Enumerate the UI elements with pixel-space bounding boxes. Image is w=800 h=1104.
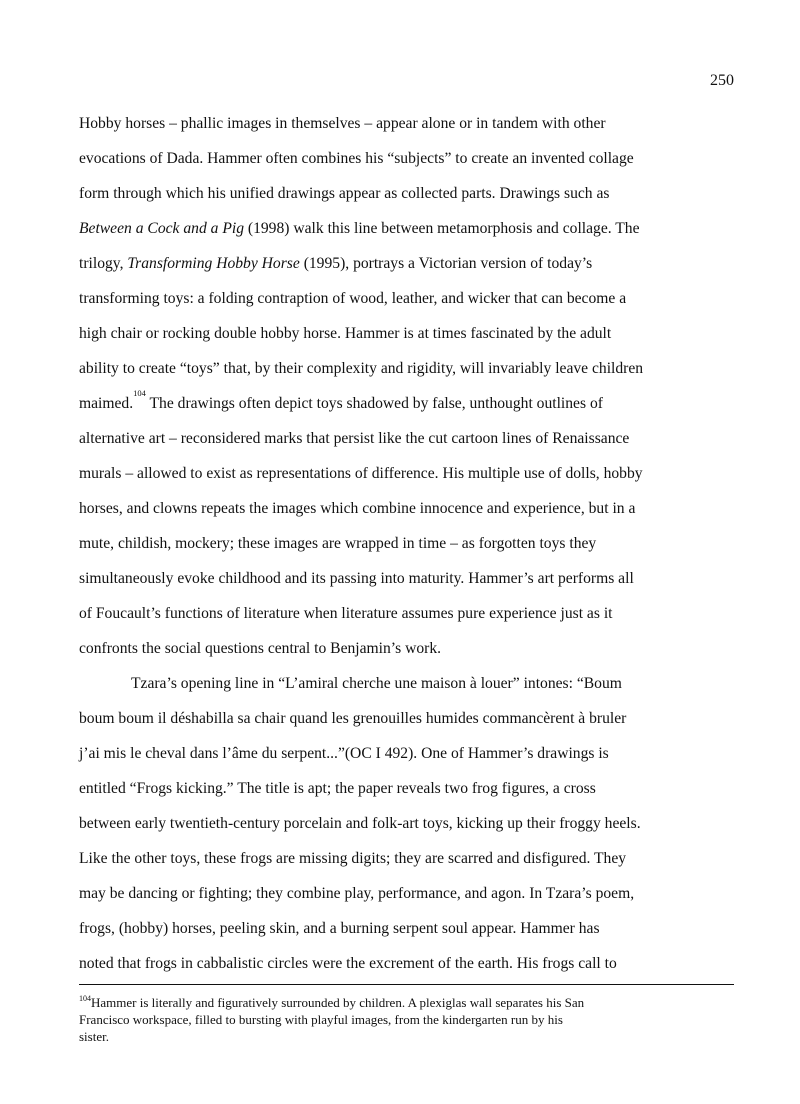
text-line: of Foucault’s functions of literature when literature assumes pure experience just as it <box>79 605 613 622</box>
text-line: Hobby horses – phallic images in themselves – appear alone or in tandem with other <box>79 115 606 132</box>
footnote-line: Francisco workspace, filled to bursting with playful images, from the kindergarten run by his <box>79 1012 563 1027</box>
artwork-title: Between a Cock and a Pig <box>79 220 244 237</box>
text-line <box>79 386 739 421</box>
text-line: boum boum il déshabilla sa chair quand les grenouilles humides commancèrent à bruler <box>79 710 627 727</box>
text-line: j’ai mis le cheval dans l’âme du serpent...”(OC I 492). One of Hammer’s drawings is <box>79 745 609 762</box>
footnote-line <box>79 994 739 1011</box>
text-line: Like the other toys, these frogs are missing digits; they are scarred and disfigured. They <box>79 850 627 867</box>
text-line <box>79 246 739 281</box>
text-line: frogs, (hobby) horses, peeling skin, and a burning serpent soul appear. Hammer has <box>79 920 600 937</box>
page-number: 250 <box>710 72 734 89</box>
text-run: The drawings often depict toys shadowed by false, unthought outlines of <box>145 395 603 412</box>
text-line: Tzara’s opening line in “L’amiral cherche une maison à louer” intones: “Boum <box>131 675 622 692</box>
text-line: transforming toys: a folding contraption of wood, leather, and wicker that can become a <box>79 290 627 307</box>
text-line: evocations of Dada. Hammer often combines his “subjects” to create an invented collage <box>79 150 634 167</box>
text-line: horses, and clowns repeats the images which combine innocence and experience, but in a <box>79 500 636 517</box>
text-run: (1995), portrays a Victorian version of today’s <box>299 255 593 272</box>
text-line: noted that frogs in cabbalistic circles were the excrement of the earth. His frogs call to <box>79 955 617 972</box>
body-text <box>79 106 739 981</box>
text-line: ability to create “toys” that, by their complexity and rigidity, will invariably leave children <box>79 360 644 377</box>
text-line: high chair or rocking double hobby horse. Hammer is at times fascinated by the adult <box>79 325 612 342</box>
text-line: between early twentieth-century porcelain and folk-art toys, kicking up their froggy heels. <box>79 815 641 832</box>
text-line: confronts the social questions central to Benjamin’s work. <box>79 640 442 657</box>
text-line: murals – allowed to exist as representations of difference. His multiple use of dolls, hobby <box>79 465 643 482</box>
text-line: alternative art – reconsidered marks that persist like the cut cartoon lines of Renaissance <box>79 430 630 447</box>
text-line: simultaneously evoke childhood and its passing into maturity. Hammer’s art performs all <box>79 570 634 587</box>
text-run: trilogy, <box>79 255 128 272</box>
text-line <box>79 211 739 246</box>
footnote-reference[interactable]: 104 <box>133 388 146 398</box>
text-line: may be dancing or fighting; they combine play, performance, and agon. In Tzara’s poem, <box>79 885 635 902</box>
footnote <box>79 994 739 1045</box>
text-line: entitled “Frogs kicking.” The title is apt; the paper reveals two frog figures, a cross <box>79 780 596 797</box>
text-line: form through which his unified drawings appear as collected parts. Drawings such as <box>79 185 610 202</box>
footnote-marker: 104 <box>79 994 91 1003</box>
text-run: maimed. <box>79 395 134 412</box>
paragraph-continued <box>79 701 739 981</box>
text-run: Hammer is literally and figuratively surrounded by children. A plexiglas wall separates his San <box>91 995 585 1010</box>
footnote-line: sister. <box>79 1029 109 1044</box>
text-line: mute, childish, mockery; these images are wrapped in time – as forgotten toys they <box>79 535 597 552</box>
text-run: (1998) walk this line between metamorphosis and collage. The <box>244 220 640 237</box>
paragraph <box>79 666 739 701</box>
paragraph <box>79 106 739 666</box>
artwork-title: Transforming Hobby Horse <box>127 255 300 272</box>
footnote-divider <box>79 984 734 985</box>
